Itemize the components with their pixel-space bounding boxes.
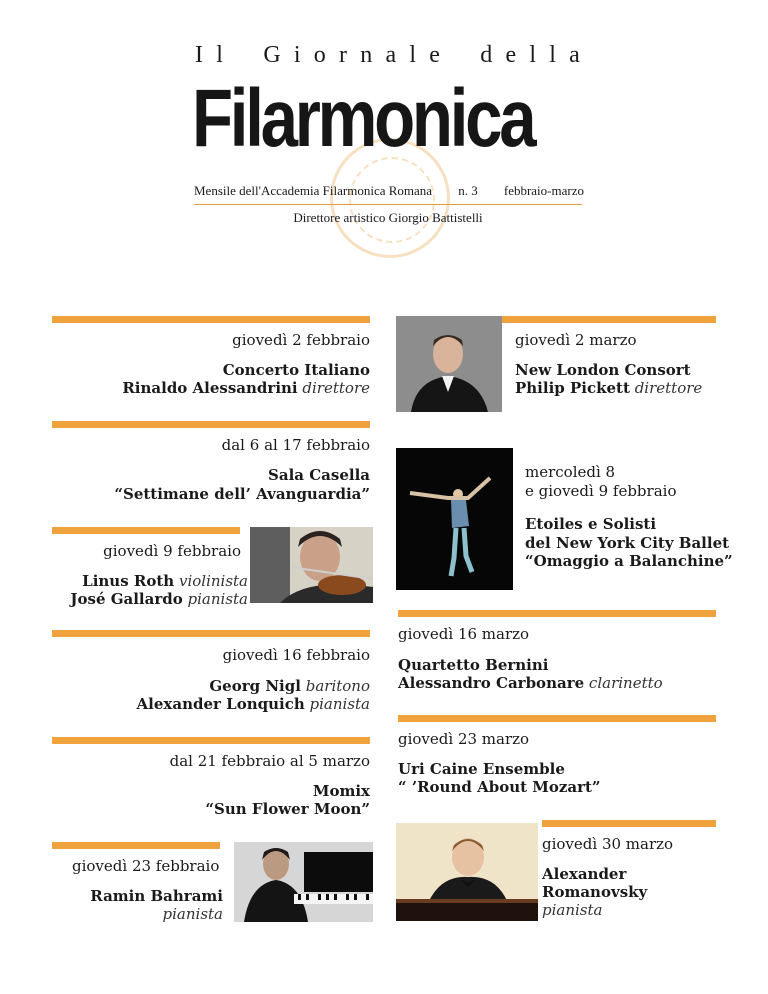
divider-bar <box>52 630 370 637</box>
performer-role: direttore <box>634 379 703 397</box>
performer-role: pianista <box>542 901 603 919</box>
event-date: giovedì 2 febbraio <box>232 331 370 349</box>
divider-bar <box>398 715 716 722</box>
letter: a <box>385 42 397 68</box>
letter: n <box>360 42 373 68</box>
performer-name: Romanovsky <box>542 883 648 901</box>
event-title: Etoiles e Solisti <box>525 515 657 533</box>
performer-role: clarinetto <box>588 674 663 692</box>
letter: G <box>263 42 281 68</box>
event-performer <box>137 694 370 714</box>
event-performer <box>70 589 248 609</box>
letter: i <box>293 42 301 68</box>
letter: e <box>505 42 517 68</box>
performer-role: pianista <box>162 905 223 923</box>
event-date: dal 21 febbraio al 5 marzo <box>169 752 370 770</box>
event-title: Sala Casella <box>268 466 370 484</box>
masthead-subline <box>194 183 584 203</box>
event-subtitle: “ ’Round About Mozart” <box>398 778 601 796</box>
portrait-illustration <box>396 316 502 412</box>
event-date: giovedì 30 marzo <box>542 835 674 853</box>
event-date: dal 6 al 17 febbraio <box>221 436 370 454</box>
violinist-illustration <box>250 527 373 603</box>
performer-name: Alexander Lonquich <box>136 695 305 713</box>
letter: d <box>480 42 493 68</box>
event-subtitle: “Sun Flower Moon” <box>205 800 370 818</box>
event-title: Momix <box>312 782 370 800</box>
event-date: giovedì 9 febbraio <box>103 542 241 560</box>
piano-illustration <box>234 842 373 922</box>
letter: I <box>195 42 203 68</box>
letter: e <box>429 42 440 68</box>
event-performer <box>209 676 370 696</box>
event-date: giovedì 2 marzo <box>515 331 637 349</box>
letter: l <box>529 42 537 68</box>
performer-name: Linus Roth <box>82 572 175 590</box>
event-subtitle: “Settimane dell’ Avanguardia” <box>114 485 370 503</box>
event-subtitle: del New York City Ballet <box>525 534 730 552</box>
event-date: mercoledì 8 <box>525 463 616 481</box>
performer-name: Georg Nigl <box>209 677 301 695</box>
divider-bar <box>52 421 370 428</box>
photo-violinist <box>250 527 373 603</box>
photo-pianist-boy <box>396 823 538 921</box>
letter: o <box>313 42 326 68</box>
masthead-top-line <box>195 42 580 72</box>
divider-bar <box>398 610 716 617</box>
artistic-director: Direttore artistico Giorgio Battistelli <box>293 210 483 225</box>
divider-bar <box>52 527 240 534</box>
event-date: e giovedì 9 febbraio <box>525 482 677 500</box>
divider-bar <box>52 842 220 849</box>
letter: r <box>339 42 347 68</box>
performer-name: Rinaldo Alessandrini <box>122 379 298 397</box>
divider-bar <box>542 820 716 827</box>
performer-role: baritono <box>305 677 370 695</box>
letter: l <box>549 42 556 68</box>
masthead-title: Filarmonica <box>192 73 534 164</box>
photo-conductor <box>396 316 502 412</box>
performer-name: Alexander <box>542 865 627 883</box>
event-performer <box>515 378 702 398</box>
event-subtitle: “Omaggio a Balanchine” <box>525 552 733 570</box>
performer-name: Alessandro Carbonare <box>398 674 585 692</box>
event-date: giovedì 16 febbraio <box>222 646 370 664</box>
issue-number: n. 3 <box>458 183 478 198</box>
performer-role: pianista <box>309 695 370 713</box>
performer-role: pianista <box>187 590 248 608</box>
performer-role: direttore <box>302 379 370 397</box>
event-date: giovedì 16 marzo <box>398 625 530 643</box>
photo-ballet <box>396 448 513 590</box>
performer-role: violinista <box>178 572 248 590</box>
divider-bar <box>52 316 370 323</box>
letter: a <box>569 42 580 68</box>
event-title: Concerto Italiano <box>222 361 370 379</box>
performer-name: Philip Pickett <box>515 379 630 397</box>
performer-name: Ramin Bahrami <box>90 887 223 905</box>
photo-pianist-bahrami <box>234 842 373 922</box>
masthead-rule <box>194 204 582 205</box>
event-title: Uri Caine Ensemble <box>398 760 565 778</box>
pianist-illustration <box>396 823 538 921</box>
event-performer <box>82 571 248 591</box>
event-title: Quartetto Bernini <box>398 656 549 674</box>
masthead-subtitle: Mensile dell'Accademia Filarmonica Romana <box>194 183 433 198</box>
event-performer <box>122 378 370 398</box>
performer-name: José Gallardo <box>70 590 183 608</box>
ballet-illustration <box>396 448 513 590</box>
event-date: giovedì 23 febbraio <box>72 857 220 875</box>
event-title: New London Consort <box>515 361 691 379</box>
issue-period: febbraio-marzo <box>503 183 584 198</box>
event-performer <box>398 673 663 693</box>
letter: l <box>409 42 416 68</box>
divider-bar <box>52 737 370 744</box>
letter: l <box>216 42 223 68</box>
event-date: giovedì 23 marzo <box>398 730 530 748</box>
